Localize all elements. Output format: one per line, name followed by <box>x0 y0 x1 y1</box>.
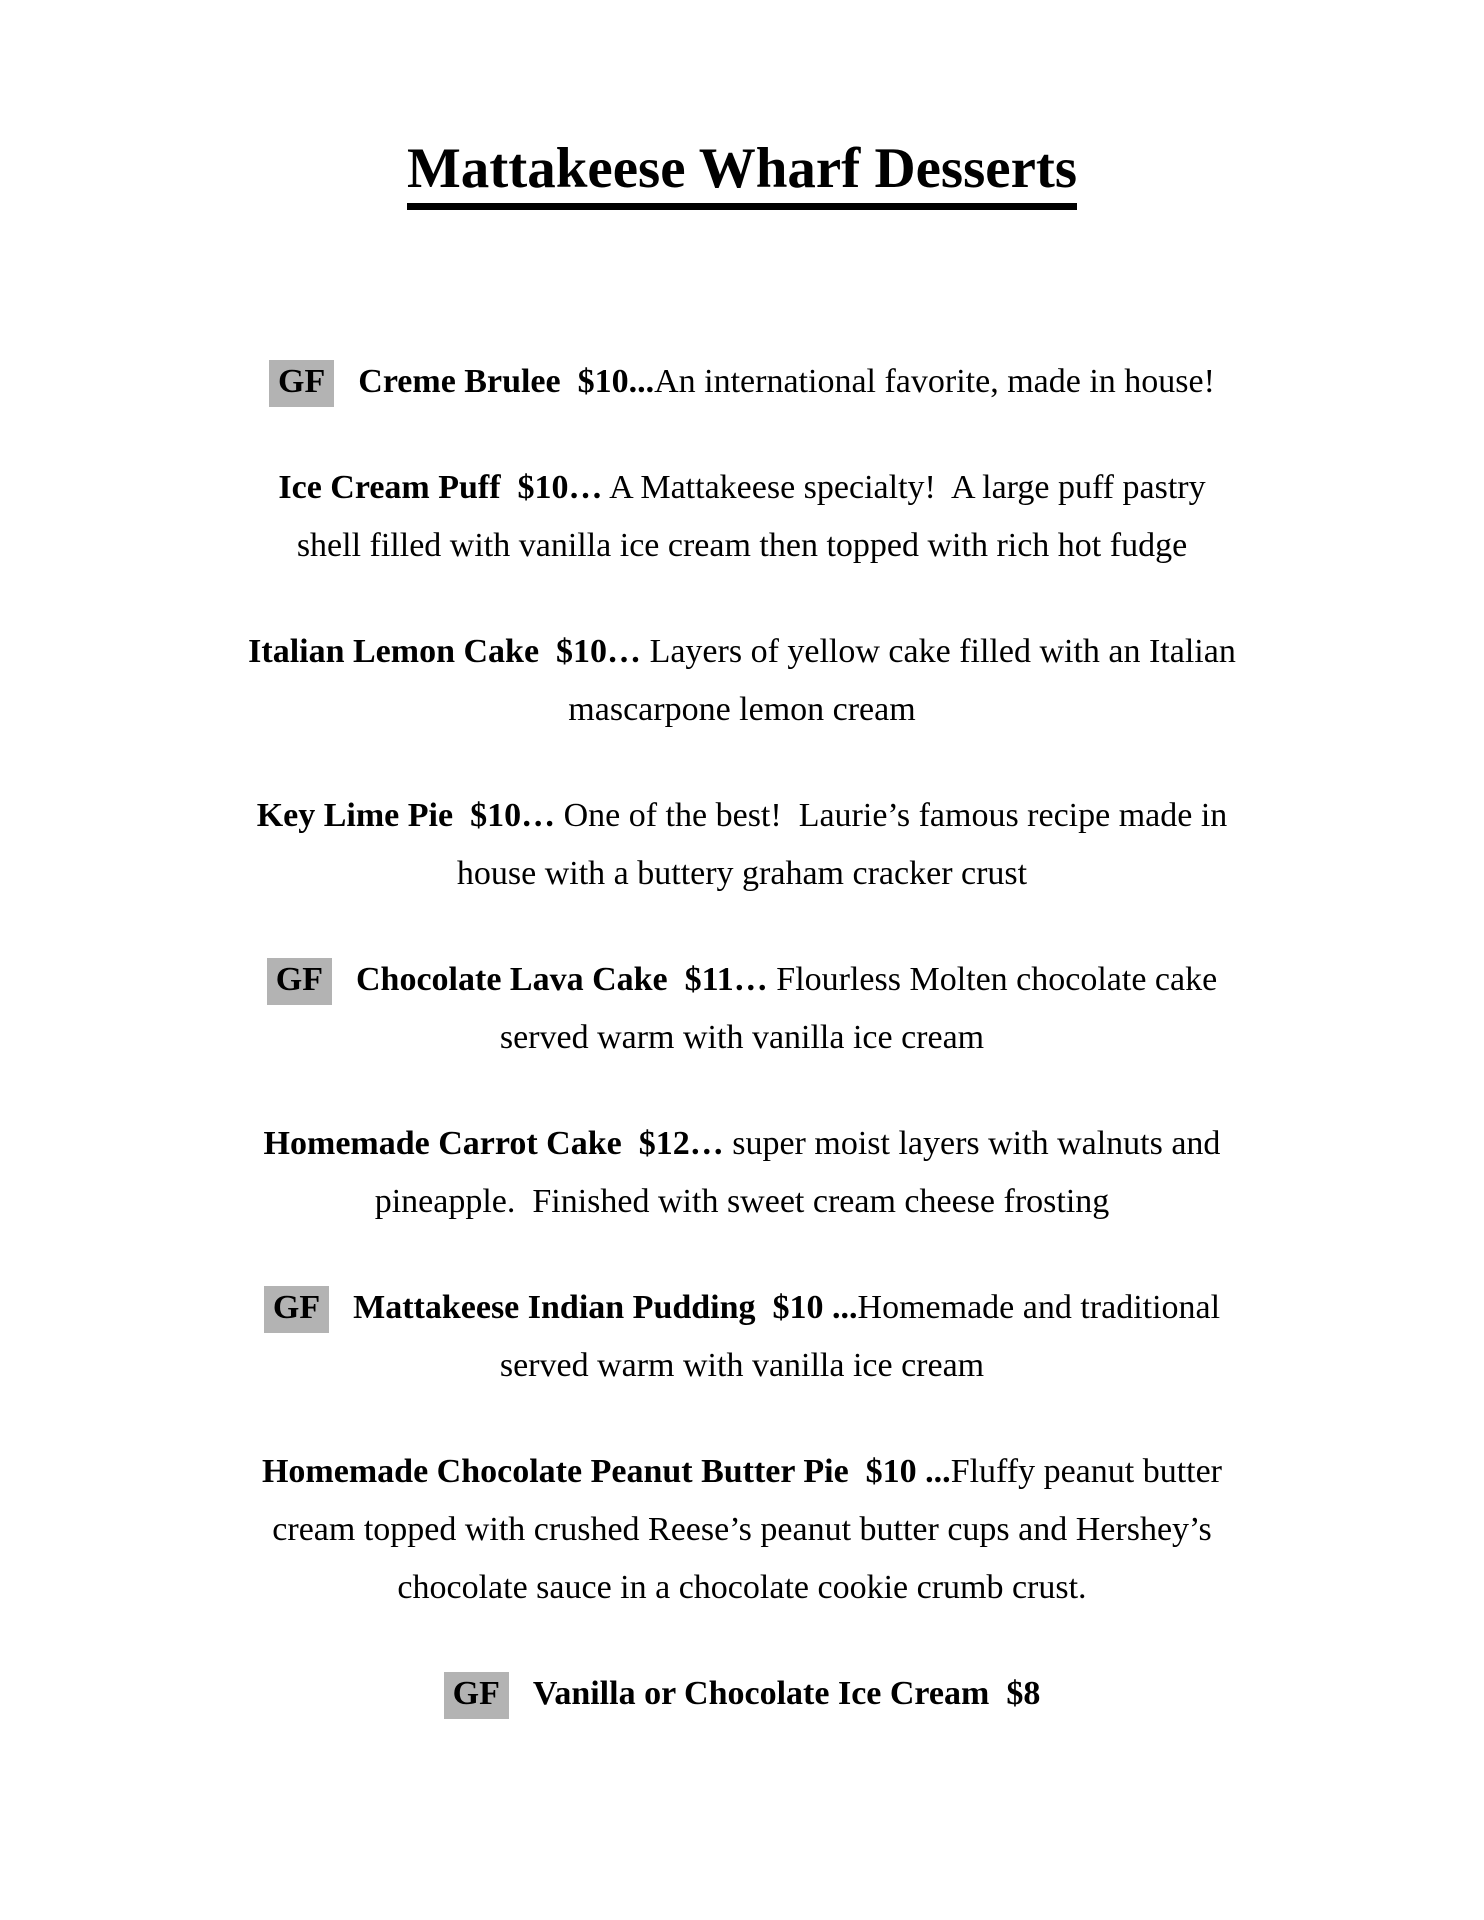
menu-item-line <box>152 1665 1332 1723</box>
gluten-free-badge: GF <box>267 958 332 1006</box>
menu-item-line <box>152 1173 1332 1231</box>
page-title-text: Mattakeese Wharf Desserts <box>407 137 1077 210</box>
gluten-free-badge: GF <box>269 360 334 408</box>
menu-item-chocolate-lava-cake <box>152 951 1332 1067</box>
item-description: Flourless Molten chocolate cake <box>767 960 1218 998</box>
menu-item-line <box>152 1115 1332 1173</box>
menu-item-indian-pudding <box>152 1279 1332 1395</box>
item-description: pineapple. Finished with sweet cream cheese frosting <box>374 1182 1110 1220</box>
item-description: One of the best! Laurie’s famous recipe made in <box>555 796 1228 834</box>
item-description: chocolate sauce in a chocolate cookie crumb crust. <box>397 1568 1087 1606</box>
page-title <box>0 0 1484 201</box>
gluten-free-badge: GF <box>264 1286 329 1334</box>
menu-item-chocolate-peanut-butter-pie <box>152 1443 1332 1617</box>
item-description: house with a buttery graham cracker crust <box>456 854 1028 892</box>
menu-item-italian-lemon-cake <box>152 623 1332 739</box>
menu-item-line <box>152 459 1332 517</box>
item-name-price: Key Lime Pie $10… <box>256 796 556 834</box>
item-name-price: Creme Brulee $10... <box>358 362 655 400</box>
item-name-price: Italian Lemon Cake $10… <box>248 632 642 670</box>
menu-item-ice-cream-puff <box>152 459 1332 575</box>
item-description: shell filled with vanilla ice cream then topped with rich hot fudge <box>296 526 1188 564</box>
menu-item-line <box>152 1559 1332 1617</box>
menu-item-line <box>152 517 1332 575</box>
menu-item-creme-brulee <box>152 353 1332 411</box>
item-description: super moist layers with walnuts and <box>723 1124 1221 1162</box>
menu-item-line <box>152 1501 1332 1559</box>
menu-item-line <box>152 1443 1332 1501</box>
item-description: A Mattakeese specialty! A large puff pastry <box>602 468 1206 506</box>
menu-item-line <box>152 1337 1332 1395</box>
item-name-price: Vanilla or Chocolate Ice Cream $8 <box>532 1674 1041 1712</box>
item-description: served warm with vanilla ice cream <box>499 1018 985 1056</box>
item-description: cream topped with crushed Reese’s peanut butter cups and Hershey’s <box>272 1510 1212 1548</box>
item-description: An international favorite, made in house! <box>654 362 1215 400</box>
menu-item-homemade-carrot-cake <box>152 1115 1332 1231</box>
item-description: served warm with vanilla ice cream <box>499 1346 985 1384</box>
item-name-price: Ice Cream Puff $10… <box>278 468 603 506</box>
item-description: Homemade and traditional <box>857 1288 1221 1326</box>
menu-item-line <box>152 845 1332 903</box>
item-description: Layers of yellow cake filled with an Italian <box>641 632 1236 670</box>
menu-item-line <box>152 681 1332 739</box>
item-name-price: Mattakeese Indian Pudding $10 ... <box>353 1288 858 1326</box>
item-description: Fluffy peanut butter <box>950 1452 1223 1490</box>
item-name-price: Homemade Chocolate Peanut Butter Pie $10 ... <box>261 1452 951 1490</box>
menu-item-line <box>152 787 1332 845</box>
item-description: mascarpone lemon cream <box>568 690 916 728</box>
menu-item-ice-cream <box>152 1665 1332 1723</box>
menu-item-line <box>152 623 1332 681</box>
menu-item-key-lime-pie <box>152 787 1332 903</box>
item-name-price: Homemade Carrot Cake $12… <box>263 1124 724 1162</box>
menu-item-line <box>152 951 1332 1009</box>
menu-item-line <box>152 1279 1332 1337</box>
gluten-free-badge: GF <box>444 1672 509 1720</box>
item-name-price: Chocolate Lava Cake $11… <box>356 960 768 998</box>
menu-item-line <box>152 353 1332 411</box>
menu-item-list <box>0 353 1484 1723</box>
menu-item-line <box>152 1009 1332 1067</box>
